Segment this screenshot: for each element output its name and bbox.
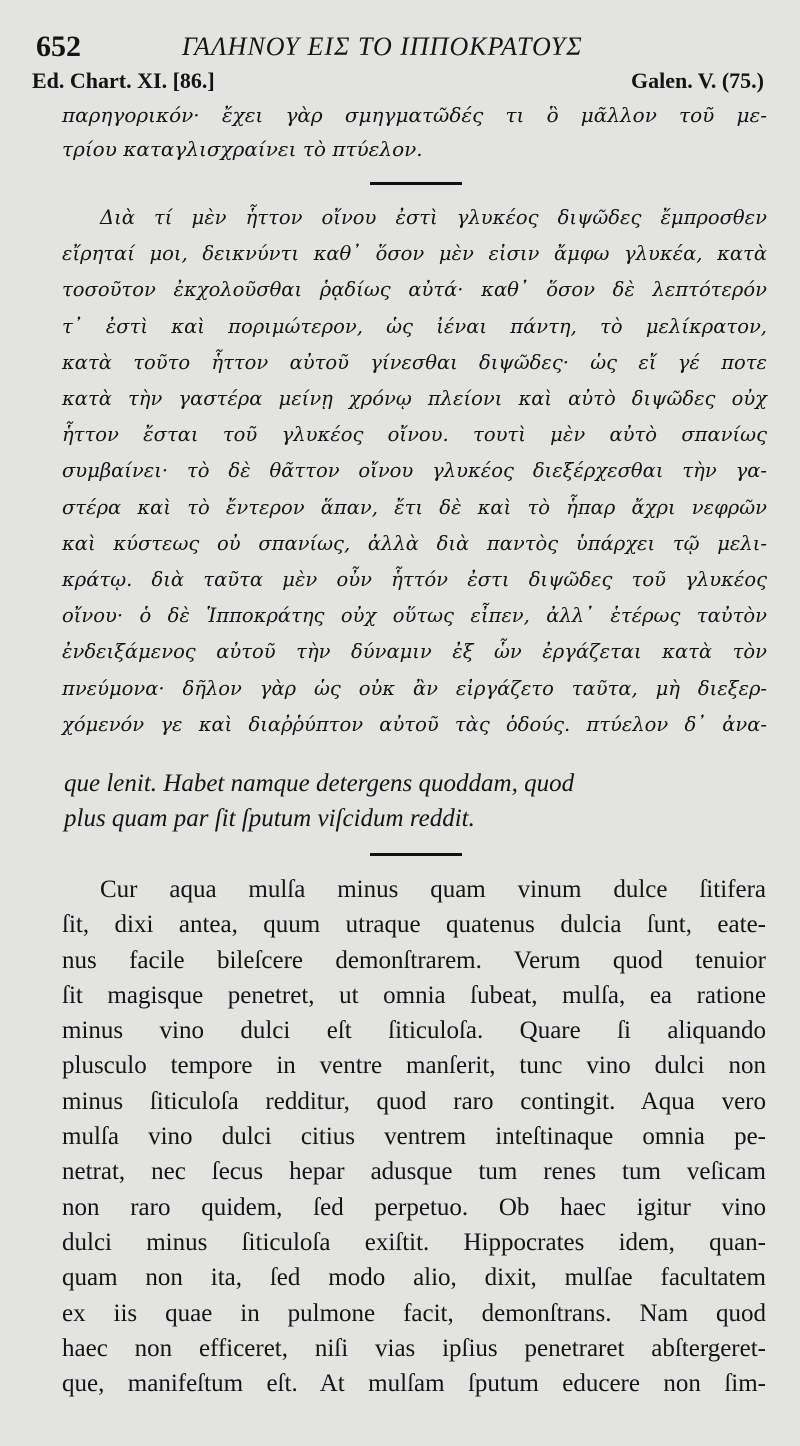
text-line: ſit magisque penetret, ut omnia ſubeat, mulſa, ea ratione [62,981,766,1009]
text-line: κατὰ τὴν γαστέρα μείνῃ χρόνῳ πλείονι καὶ αὐτὸ διψῶδες οὐχ [62,387,767,411]
text-line: ἐνδειξάμενος αὐτοῦ τὴν δύναμιν ἐξ ὧν ἐργάζεται κατὰ τὸν [62,640,767,664]
text-line: plus quam par ſit ſputum viſcidum reddit. [64,805,475,832]
text-line: ſit, dixi antea, quum utraque quatenus dulcia ſunt, eate- [62,911,766,939]
text-line: οἴνου· ὁ δὲ Ἱπποκράτης οὐχ οὕτως εἶπεν, ἀλλ᾿ ἑτέρως ταὐτὸν [62,604,767,628]
text-line: Cur aqua mulſa minus quam vinum dulce ſitifera [100,876,766,903]
text-line: τ᾿ ἐστὶ καὶ ποριμώτερον, ὡς ἰέναι πάντη, τὸ μελίκρατον, [62,314,767,338]
text-line: minus vino dulci eſt ſiticuloſa. Quare ſi aliquando [62,1017,766,1045]
text-line: κατὰ τοῦτο ἧττον αὐτοῦ γίνεσθαι διψῶδες· ὡς εἴ γέ ποτε [62,350,767,374]
text-line: dulci minus ſiticuloſa exiſtit. Hippocrates idem, quan- [62,1228,766,1256]
text-line: minus ſiticuloſa redditur, quod raro contingit. Aqua vero [62,1087,766,1115]
text-line: quam non ita, ſed modo alio, dixit, mulſae facultatem [62,1264,766,1292]
text-line: πνεύμονα· δῆλον γὰρ ὡς οὐκ ἂν εἰργάζετο ταῦτα, μὴ διεξερ- [62,676,767,700]
page-header [32,26,768,66]
text-line: χόμενόν γε καὶ διαῤῥύπτον αὐτοῦ τὰς ὁδούς. πτύελον δ᾿ ἀνα- [62,712,767,736]
page-number: 652 [36,30,81,63]
greek-intro-text [62,98,767,166]
edition-reference: Ed. Chart. XI. [86.] [32,68,215,93]
text-line: que, manifeſtum eſt. At mulſam ſputum educere non ſim- [62,1370,766,1398]
text-line: que lenit. Habet namque detergens quoddam, quod [64,770,575,797]
text-line: κράτῳ. διὰ ταῦτα μὲν οὖν ἧττόν ἐστι διψῶδες τοῦ γλυκέος [62,568,767,592]
section-divider [370,182,462,185]
greek-main-text [62,200,767,743]
latin-italic-text [64,766,764,836]
text-line: καὶ κύστεως οὐ σπανίως, ἀλλὰ διὰ παντὸς ὑπάρχει τῷ μελι- [62,531,767,555]
section-divider [370,853,462,856]
text-line: τοσοῦτον ἐκχολοῦσθαι ῥᾳδίως αὐτά· καθ᾿ ὅσον δὲ λεπτότερόν [62,278,767,302]
text-line: ἧττον ἔσται τοῦ γλυκέος οἴνου. τουτὶ μὲν αὐτὸ σπανίως [62,423,767,447]
text-line: συμβαίνει· τὸ δὲ θᾶττον οἴνου γλυκέος διεξέρχεσθαι τὴν γα- [62,459,767,483]
text-line: στέρα καὶ τὸ ἔντερον ἅπαν, ἔτι δὲ καὶ τὸ ἧπαρ ἄχρι νεφρῶν [62,495,767,519]
galen-volume-reference: Galen. V. (75.) [630,68,764,93]
text-line: haec non efficeret, niſi vias ipſius penetraret abſtergeret- [62,1334,766,1362]
text-line: non raro quidem, ſed perpetuo. Ob haec igitur vino [62,1193,766,1221]
running-title: ΓΑΛΗΝΟΥ ΕΙΣ ΤΟ ΙΠΠΟΚΡΑΤΟΥΣ [182,32,583,61]
text-line: plusculo tempore in ventre manſerit, tunc vino dulci non [62,1052,766,1080]
text-line: ex iis quae in pulmone facit, demonſtrans. Nam quod [62,1299,766,1327]
text-line: εἴρηταί μοι, δεικνύντι καθ᾿ ὅσον μὲν εἰσιν ἄμφω γλυκέα, κατὰ [62,242,767,266]
text-line: Διὰ τί μὲν ἧττον οἴνου ἐστὶ γλυκέος διψῶδες ἔμπροσθεν [100,206,767,229]
text-line: παρηγορικόν· ἔχει γὰρ σμηγματῶδές τι ὃ μᾶλλον τοῦ με- [62,103,767,127]
text-line: nus facile bileſcere demonſtrarem. Verum quod tenuior [62,946,766,974]
latin-main-text [62,872,766,1401]
text-line: netrat, nec ſecus hepar adusque tum renes tum veſicam [62,1158,766,1186]
text-line: τρίου καταγλισχραίνει τὸ πτύελον. [62,137,423,161]
text-line: mulſa vino dulci citius ventrem inteſtinaque omnia pe- [62,1123,766,1151]
